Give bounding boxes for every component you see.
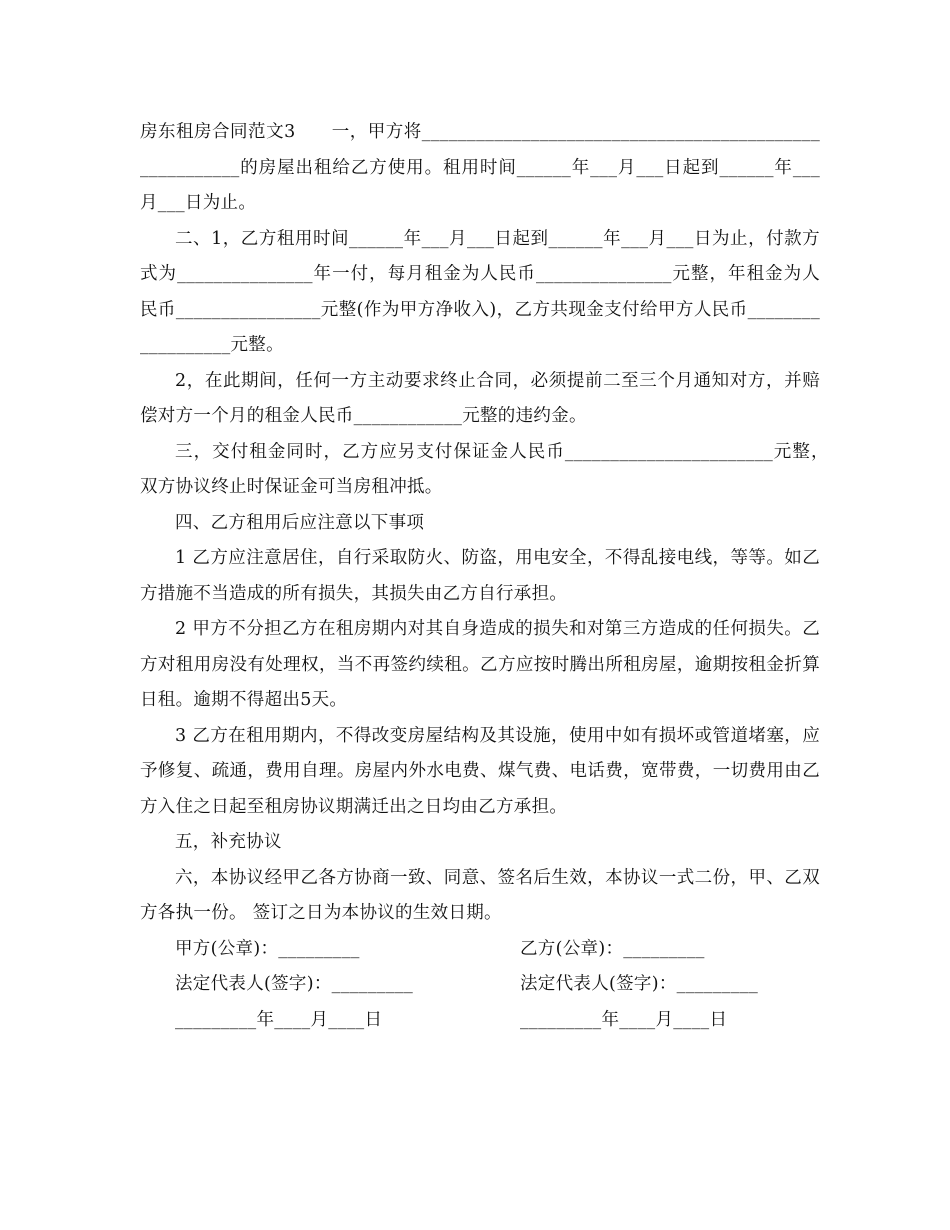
party-a-date: _________年____月____日 (175, 1009, 383, 1030)
paragraph-clause-3: 三，交付租金同时，乙方应另支付保证金人民币_______________________元整， 双方协议终止时保证金可当房租冲抵。 (140, 441, 838, 497)
paragraph-clause-2-1: 二、1，乙方租用时间______年___月___日起到______年___月___日为止，付款方式为_______________年一付，每月租金为人民币_______________元整，年租金为人民币________________元整(作为甲方净收入)，乙方共现金支付给甲方人民币__________________元整。 (140, 228, 820, 355)
paragraph-clause-4-1: 1 乙方应注意居住，自行采取防火、防盗，用电安全，不得乱接电线，等等。如乙方措施不当造成的所有损失，其损失由乙方自行承担。 (140, 548, 820, 604)
party-b-seal: 乙方(公章)：_________ (520, 938, 705, 959)
party-a-seal: 甲方(公章)：_________ (175, 938, 360, 959)
contract-body (140, 115, 838, 1038)
signature-row-representative (140, 967, 820, 1003)
paragraph-clause-4-heading: 四、乙方租用后应注意以下事项 (175, 512, 425, 533)
paragraph-clause-6: 六，本协议经甲乙各方协商一致、同意、签名后生效，本协议一式二份，甲、乙双方各执一份。 签订之日为本协议的生效日期。 (140, 867, 820, 923)
signature-block (140, 932, 820, 1039)
paragraph-clause-4-3: 3 乙方在租用期内，不得改变房屋结构及其设施，使用中如有损坏或管道堵塞，应予修复、疏通，费用自理。房屋内外水电费、煤气费、电话费，宽带费，一切费用由乙方入住之日起至租房协议期满迁出之日均由乙方承担。 (140, 725, 820, 817)
paragraph-clause-4-2: 2 甲方不分担乙方在租房期内对其自身造成的损失和对第三方造成的任何损失。乙方对租用房没有处理权，当不再签约续租。乙方应按时腾出所租房屋，逾期按租金折算日租。逾期不得超出5天。 (140, 619, 820, 710)
paragraph-title-clause-1: 房东租房合同范文3 一，甲方将_______________________________________________________的房屋出租给乙方使用。租用时间______年___月___日起到______年___月___日为止。 (140, 122, 820, 213)
party-b-representative: 法定代表人(签字)：_________ (520, 974, 759, 994)
party-b-date: _________年____月____日 (520, 1009, 728, 1030)
signature-row-seal (140, 932, 820, 968)
party-a-representative: 法定代表人(签字)：_________ (175, 974, 414, 994)
paragraph-clause-5: 五，补充协议 (175, 832, 282, 852)
paragraph-clause-2-2: 2，在此期间，任何一方主动要求终止合同，必须提前二至三个月通知对方，并赔偿对方一个月的租金人民币____________元整的违约金。 (140, 370, 820, 426)
signature-row-date (140, 1003, 820, 1039)
